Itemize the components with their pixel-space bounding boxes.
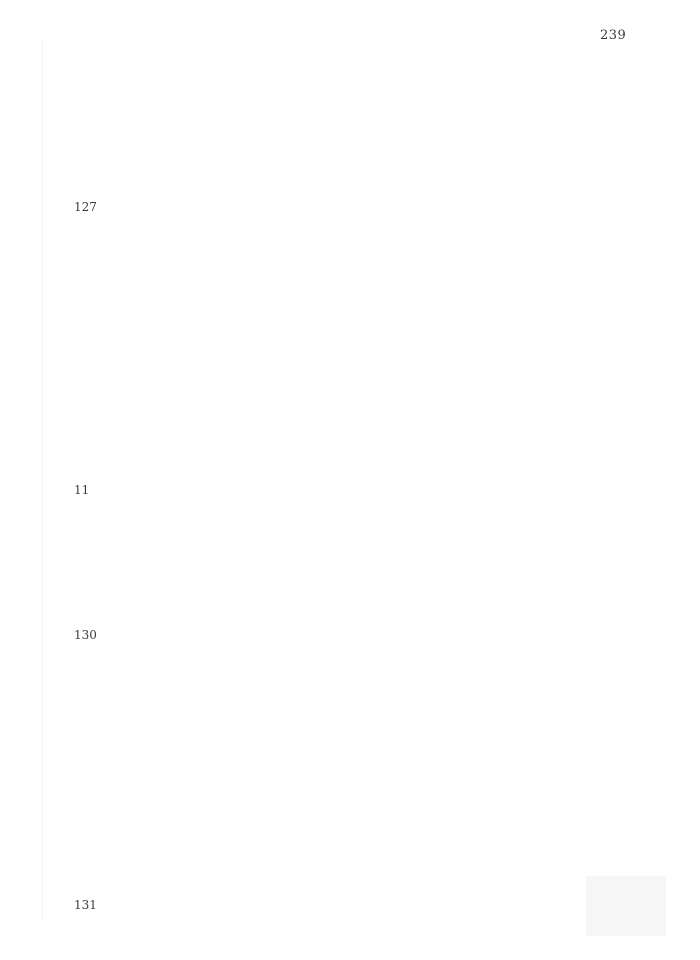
index-row [74, 683, 634, 701]
section-marker: 131 [74, 898, 97, 912]
index-row [74, 396, 634, 414]
index-row [74, 300, 634, 318]
index-row [74, 604, 634, 622]
index-row [74, 428, 634, 446]
index-row [74, 747, 634, 765]
index-row [74, 843, 634, 861]
index-row [74, 174, 634, 192]
index-row [74, 142, 634, 160]
index-row [74, 332, 634, 350]
index-row [74, 875, 634, 893]
index-row [74, 715, 634, 733]
scan-margin-edge [42, 40, 43, 920]
index-row [74, 779, 634, 797]
index-row [74, 460, 634, 478]
section-marker: 130 [74, 628, 97, 642]
index-row [74, 268, 634, 286]
page-number: 239 [600, 28, 627, 43]
index-row [74, 811, 634, 829]
index-row [74, 540, 634, 558]
index-row [74, 110, 634, 128]
section-marker: 11 [74, 483, 90, 497]
section-marker: 127 [74, 200, 97, 214]
index-row [74, 572, 634, 590]
index-row [74, 364, 634, 382]
